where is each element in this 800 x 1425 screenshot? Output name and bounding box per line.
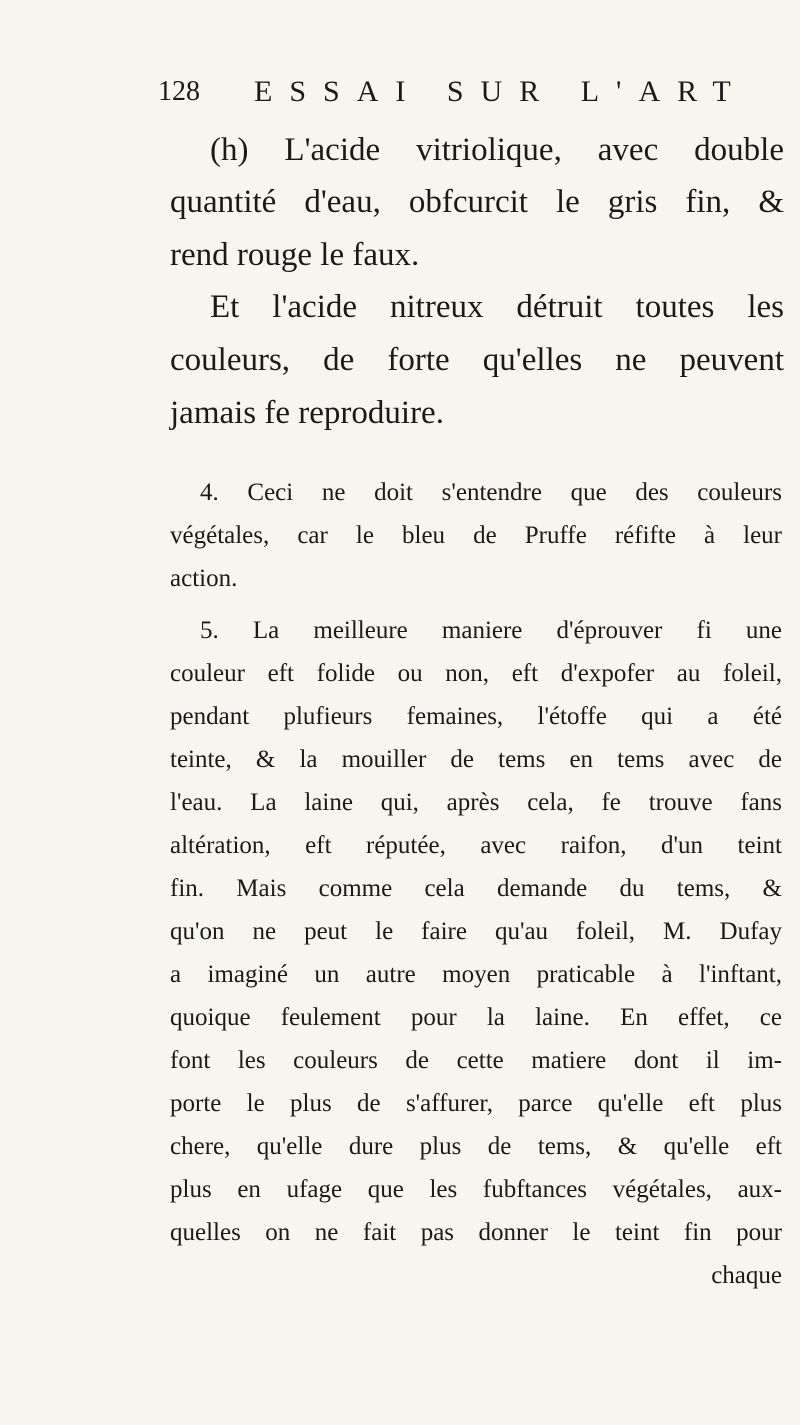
catchword: chaque	[711, 1262, 782, 1289]
text-line: pendant plufieurs femaines, l'étoffe qui a été	[170, 703, 782, 730]
text-line: font les couleurs de cette matiere dont il im-	[170, 1047, 782, 1074]
text-line: 5. La meilleure maniere d'éprouver fi une	[200, 617, 782, 644]
text-line: jamais fe reproduire.	[170, 395, 444, 431]
text-line: couleur eft folide ou non, eft d'expofer au foleil,	[170, 660, 782, 687]
text-line: action.	[170, 565, 238, 592]
text-line: 4. Ceci ne doit s'entendre que des couleurs	[200, 479, 782, 506]
text-line: l'eau. La laine qui, après cela, fe trouve fans	[170, 789, 782, 816]
text-line: plus en ufage que les fubftances végétales, aux-	[170, 1176, 782, 1203]
text-line: quantité d'eau, obfcurcit le gris fin, &	[170, 184, 784, 220]
text-line: fin. Mais comme cela demande du tems, &	[170, 875, 782, 902]
text-line: a imaginé un autre moyen praticable à l'inftant,	[170, 961, 782, 988]
text-line: qu'on ne peut le faire qu'au foleil, M. Dufay	[170, 918, 782, 945]
page-number: 128	[158, 76, 200, 107]
text-line: Et l'acide nitreux détruit toutes les	[210, 289, 784, 325]
text-line: rend rouge le faux.	[170, 237, 420, 273]
text-line: chere, qu'elle dure plus de tems, & qu'elle eft	[170, 1133, 782, 1160]
text-line: végétales, car le bleu de Pruffe réfifte à leur	[170, 522, 782, 549]
running-title: ESSAI SUR L'ART	[254, 75, 748, 108]
text-line: couleurs, de forte qu'elles ne peuvent	[170, 342, 784, 378]
running-header	[158, 72, 748, 112]
text-line: quoique feulement pour la laine. En effet, ce	[170, 1004, 782, 1031]
text-line: teinte, & la mouiller de tems en tems avec de	[170, 746, 782, 773]
text-line: (h) L'acide vitriolique, avec double	[210, 132, 784, 168]
text-line: porte le plus de s'affurer, parce qu'elle eft plus	[170, 1090, 782, 1117]
text-line: quelles on ne fait pas donner le teint fin pour	[170, 1219, 782, 1246]
text-line: altération, eft réputée, avec raifon, d'un teint	[170, 832, 782, 859]
